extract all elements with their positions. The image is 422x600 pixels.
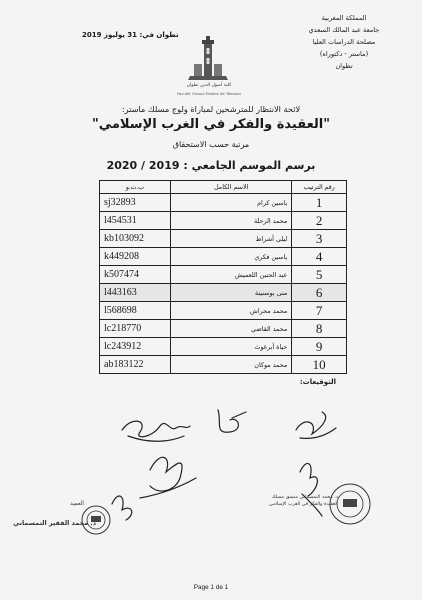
rank-cell: 8 [292,320,347,338]
header-code: ب.ت.و [100,181,171,194]
table-row [100,356,347,374]
table-row [100,338,347,356]
rank-cell: 5 [292,266,347,284]
code-cell: kb103092 [100,230,171,248]
header-name: الاسم الكامل [171,181,292,194]
page-footer: Page 1 de 1 [193,584,229,591]
institution-line: تطوان [335,62,353,70]
institution-line: المملكة المغربية [321,14,367,22]
code-cell: k449208 [100,248,171,266]
rank-cell: 3 [292,230,347,248]
code-cell: l568698 [100,302,171,320]
rank-cell: 4 [292,248,347,266]
dean-title: العميد [70,501,84,507]
waiting-list-table [99,180,347,374]
code-cell: ab183122 [100,356,171,374]
code-cell: l443163 [100,284,171,302]
rank-cell: 2 [292,212,347,230]
rank-cell: 10 [292,356,347,374]
table-row [100,266,347,284]
rank-cell: 6 [292,284,347,302]
institution-line: (ماستر - دكتوراه) [319,50,369,58]
code-cell: lc218770 [100,320,171,338]
name-cell: عبد الحنين اللعميش [171,266,292,284]
table-row [100,302,347,320]
table-row [100,230,347,248]
ranking-note: مرتبة حسب الاستحقاق [172,140,250,149]
institution-block [296,12,392,72]
list-title: لائحة الانتظار للمترشحين لمباراة ولوج مسلك ماستر: [121,104,301,114]
table-row [100,248,347,266]
rank-cell: 7 [292,302,347,320]
code-cell: k507474 [100,266,171,284]
code-cell: lc243912 [100,338,171,356]
name-cell: ياسين فكري [171,248,292,266]
table-row [100,194,347,212]
handwritten-signatures [0,386,422,586]
coordinator-caption: د. محمد التمسماني منسق مسلك العقيدة والفكر في الغرب الإسلامي [268,495,338,507]
table-header-row [100,181,347,194]
name-cell: محمد الرحلة [171,212,292,230]
name-cell: محمد محراش [171,302,292,320]
name-cell: ليلى أشراط [171,230,292,248]
table-row [100,212,347,230]
institution-line: جامعة عبد المالك السعدي [308,26,380,34]
header-rank: رقم الترتيب [292,181,347,194]
signatures-label: التوقيعات: [299,378,336,386]
name-cell: ياسين كرام [171,194,292,212]
program-name: "العقيدة والفكر في الغرب الإسلامي" [91,117,331,132]
table-row [100,320,347,338]
name-cell: حياة أبرغوث [171,338,292,356]
institution-line: مصلحة الدراسات العليا [312,38,376,46]
logo-caption: كلية أصول الدين تطوان [186,83,232,88]
table-row [100,284,347,302]
rank-cell: 9 [292,338,347,356]
dean-name: د. محمد الفقير التمسماني [13,519,96,527]
code-cell: l454531 [100,212,171,230]
rank-cell: 1 [292,194,347,212]
faculty-logo [186,36,230,88]
code-cell: sj32893 [100,194,171,212]
document-date: تطوان في: 31 يوليوز 2019 [82,31,179,39]
logo-subcaption: Faculté Ossoul Eddine de Tétouan [177,91,241,96]
name-cell: محمد القاضي [171,320,292,338]
name-cell: محمد موكان [171,356,292,374]
academic-year: برسم الموسم الجامعي : 2019 / 2020 [106,159,316,172]
name-cell: منى بوسنينة [171,284,292,302]
